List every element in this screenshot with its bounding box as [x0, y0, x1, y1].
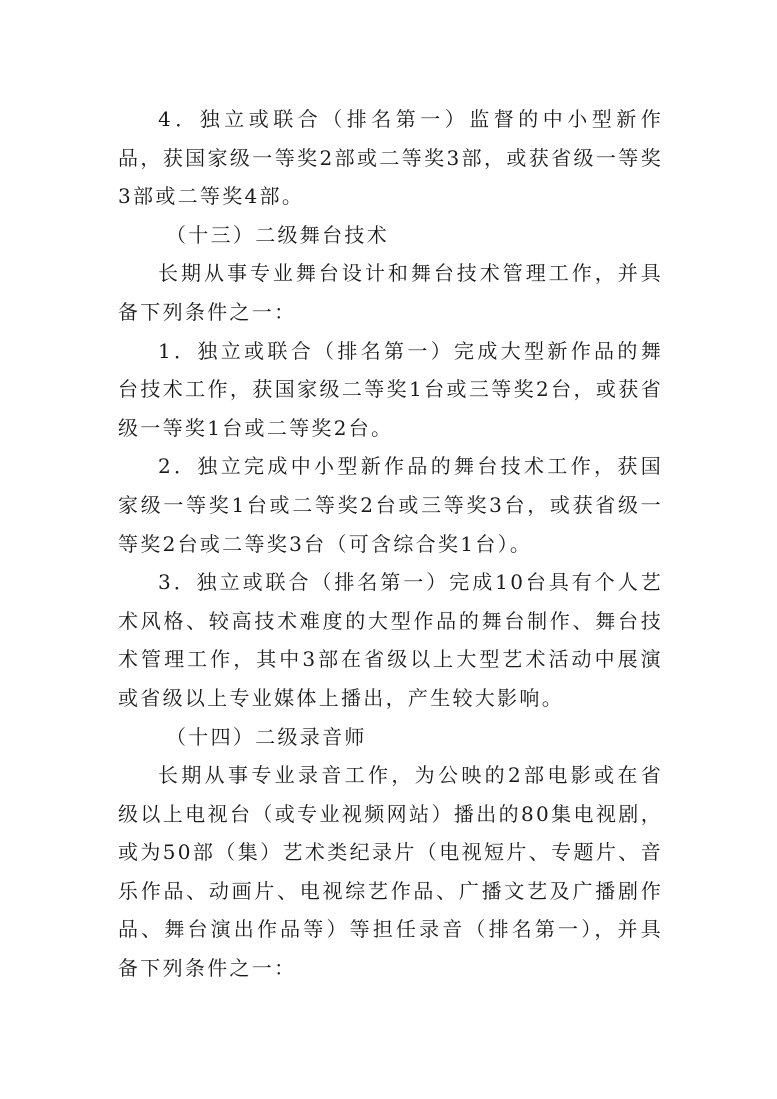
- section-14-intro: 长期从事专业录音工作，为公映的2部电影或在省级以上电视台（或专业视频网站）播出的80集电视剧，或为50部（集）艺术类纪录片（电视短片、专题片、音乐作品、动画片、电视综艺作品、广播文艺及广播剧作品、舞台演出作品等）等担任录音（排名第一），并具备下列条件之一：: [118, 763, 663, 981]
- paragraph-item-3: 3．独立或联合（排名第一）完成10台具有个人艺术风格、较高技术难度的大型作品的舞台制作、舞台技术管理工作，其中3部在省级以上大型艺术活动中展演或省级以上专业媒体上播出，产生较大影响。: [118, 570, 663, 710]
- paragraph-item-2: 2．独立完成中小型新作品的舞台技术工作，获国家级一等奖1台或二等奖2台或三等奖3台，或获省级一等奖2台或二等奖3台（可含综合奖1台）。: [118, 454, 663, 556]
- document-page: [118, 100, 663, 988]
- paragraph-item-4: 4．独立或联合（排名第一）监督的中小型新作品，获国家级一等奖2部或二等奖3部，或获省级一等奖3部或二等奖4部。: [118, 107, 663, 209]
- section-heading-14: （十四）二级录音师: [166, 724, 367, 749]
- paragraph-item-1: 1．独立或联合（排名第一）完成大型新作品的舞台技术工作，获国家级二等奖1台或三等奖2台，或获省级一等奖1台或二等奖2台。: [118, 338, 663, 440]
- section-13-intro: 长期从事专业舞台设计和舞台技术管理工作，并具备下列条件之一：: [118, 261, 663, 324]
- section-heading-13: （十三）二级舞台技术: [166, 222, 389, 247]
